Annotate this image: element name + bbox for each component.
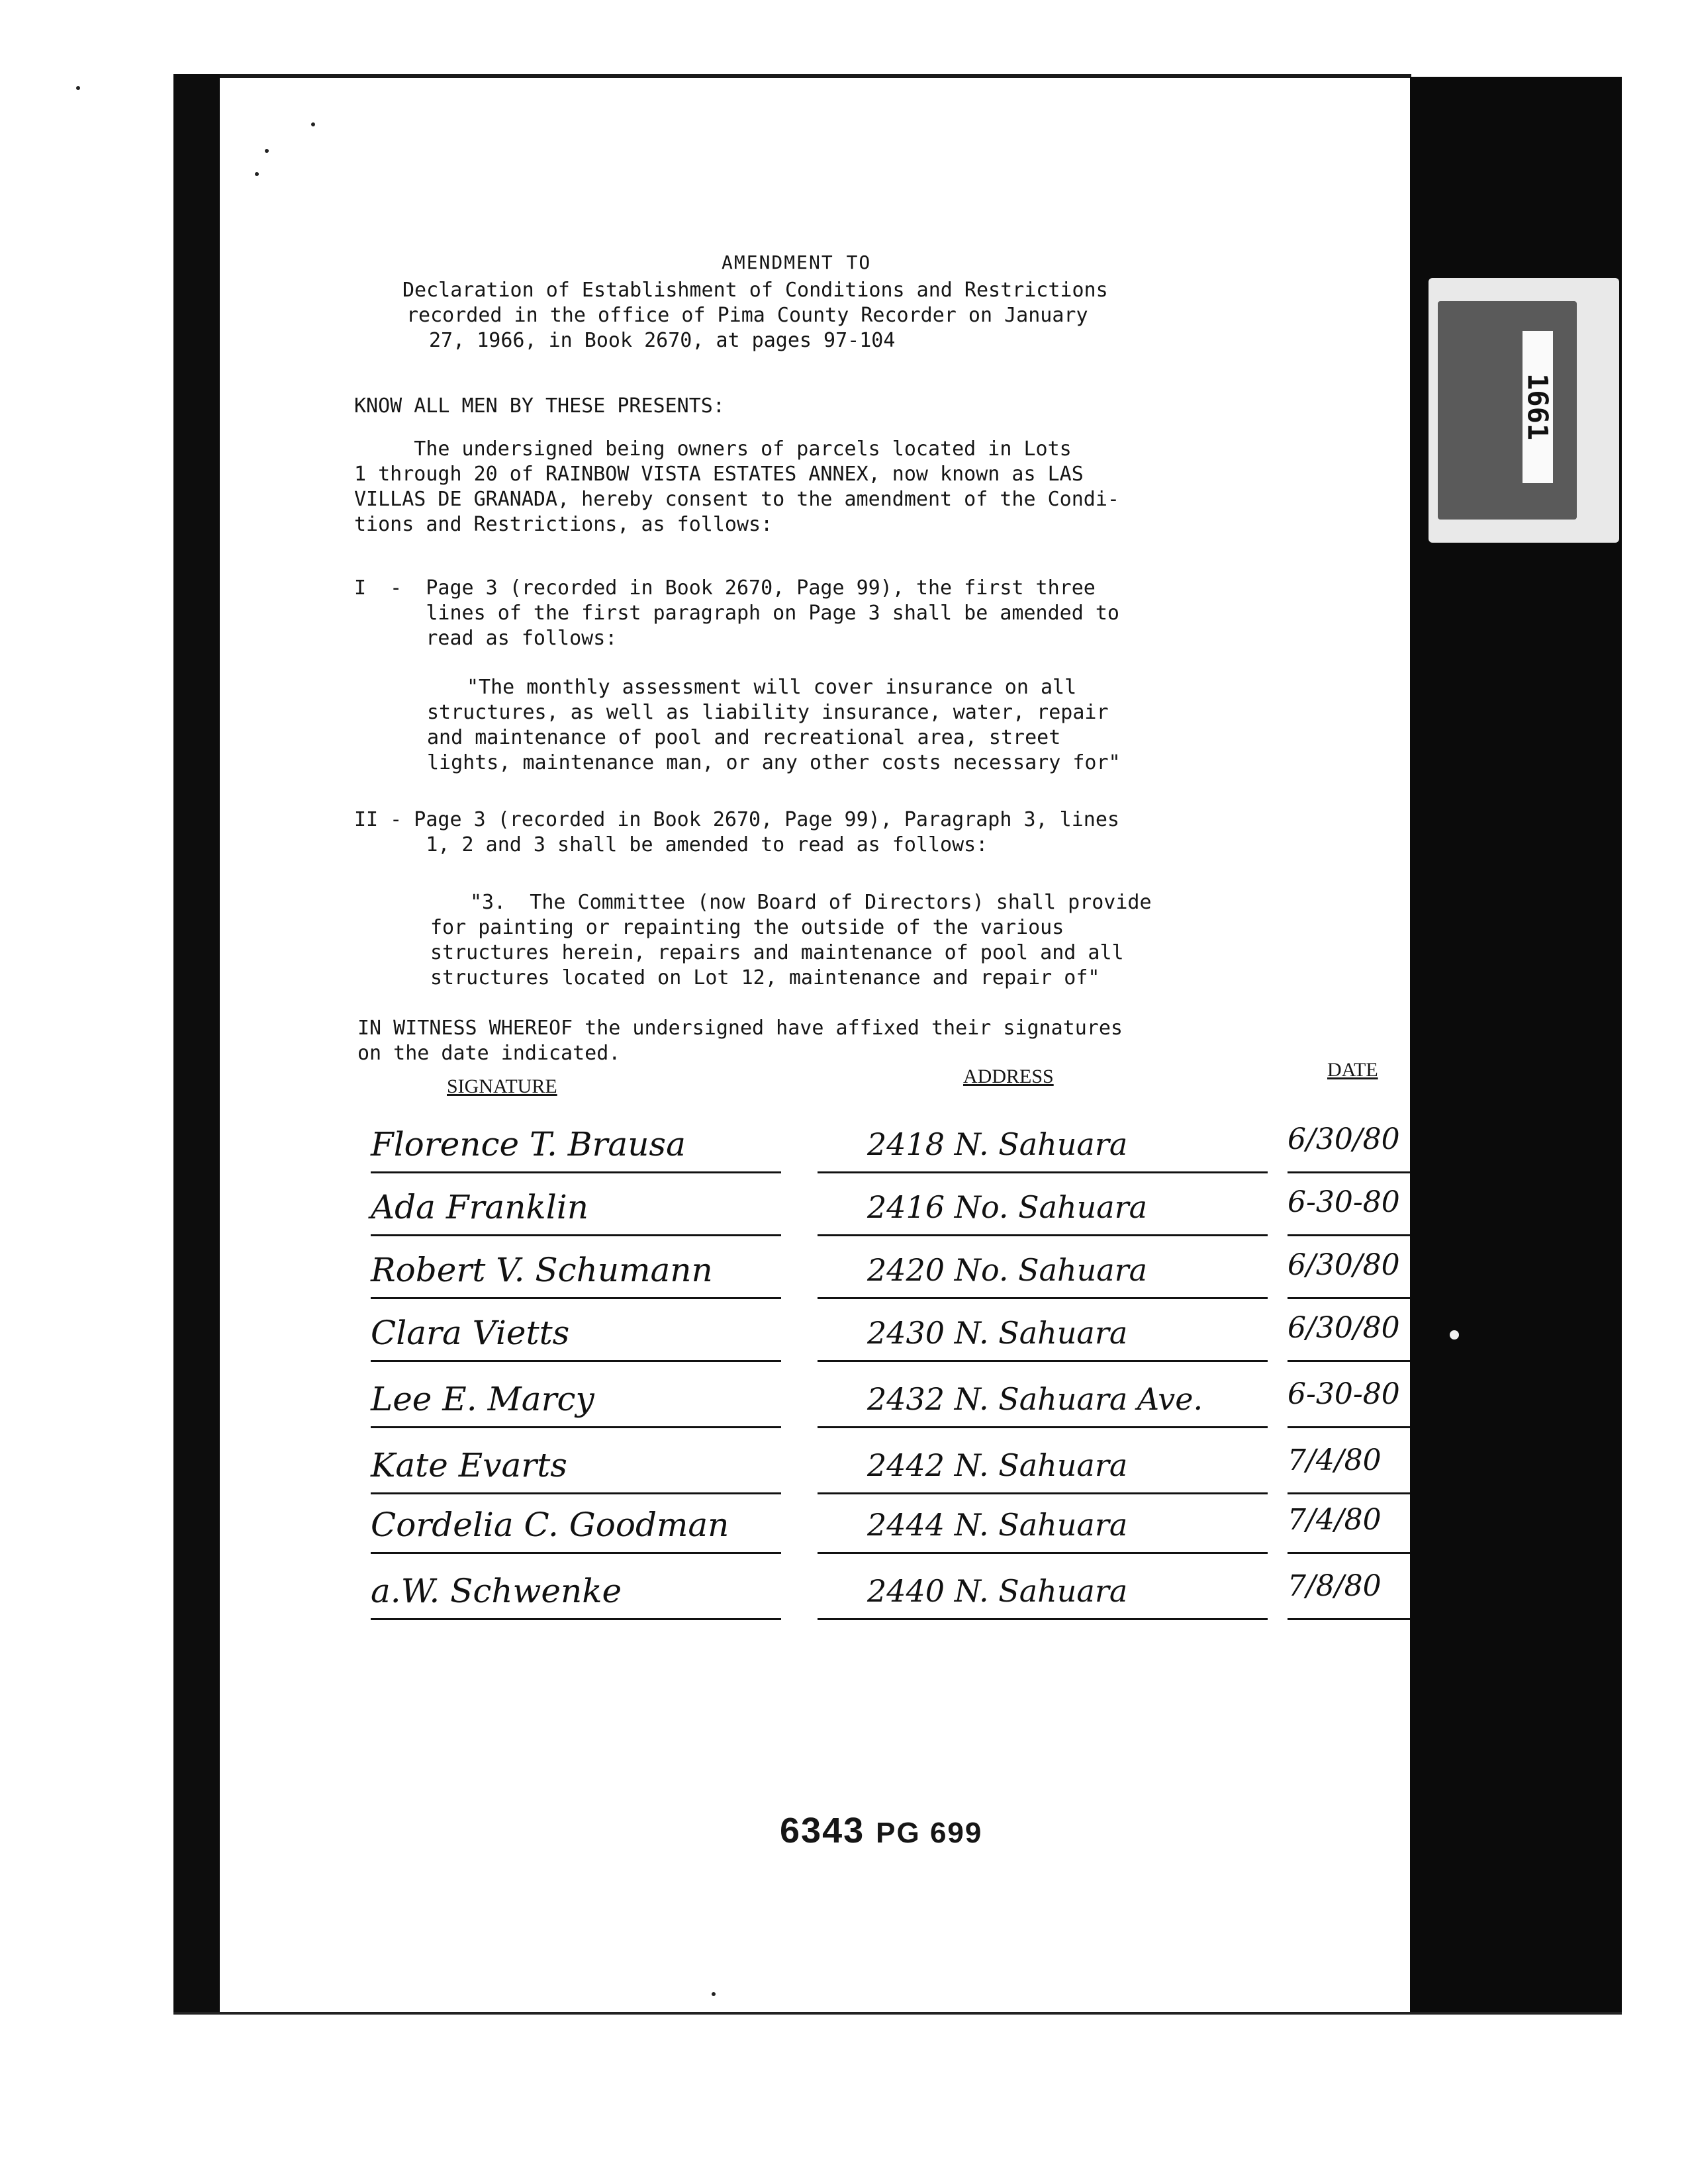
- intro-paragraph: [354, 437, 1119, 537]
- item-two-line: II - Page 3 (recorded in Book 2670, Page 99), Paragraph 3, lines: [354, 808, 1119, 831]
- address-line: [818, 1234, 1268, 1236]
- date-line: [1288, 1426, 1410, 1428]
- signature-line: [371, 1426, 781, 1428]
- address-column-header: ADDRESS: [963, 1066, 1054, 1087]
- handwritten-signature: Florence T. Brausa: [371, 1125, 686, 1163]
- subtitle-line: 27, 1966, in Book 2670, at pages 97-104: [429, 329, 896, 352]
- record-sticker-shadow: [1438, 301, 1577, 520]
- address-line: [818, 1426, 1268, 1428]
- witness-paragraph: [357, 1016, 1123, 1066]
- date-line: [1288, 1297, 1410, 1299]
- intro-line: VILLAS DE GRANADA, hereby consent to the amendment of the Condi-: [354, 488, 1119, 511]
- handwritten-address: 2430 N. Sahuara: [867, 1315, 1128, 1351]
- handwritten-address: 2418 N. Sahuara: [867, 1126, 1128, 1162]
- document-subtitle: [402, 278, 1108, 353]
- quote-one: [427, 675, 1121, 776]
- quote-one-line: and maintenance of pool and recreational area, street: [427, 726, 1061, 749]
- intro-line: The undersigned being owners of parcels located in Lots: [354, 437, 1072, 461]
- scan-speck: [255, 172, 259, 176]
- date-line: [1288, 1552, 1410, 1554]
- handwritten-signature: Clara Vietts: [371, 1314, 570, 1352]
- address-line: [818, 1552, 1268, 1554]
- item-two: [354, 807, 1119, 858]
- item-one: [354, 576, 1119, 651]
- date-line: [1288, 1492, 1410, 1494]
- scan-speck: [1450, 1330, 1459, 1340]
- scan-speck: [76, 86, 80, 90]
- item-two-line: 1, 2 and 3 shall be amended to read as follows:: [354, 833, 988, 856]
- signature-line: [371, 1492, 781, 1494]
- scan-speck: [311, 122, 315, 126]
- know-all-line: KNOW ALL MEN BY THESE PRESENTS:: [354, 394, 725, 418]
- date-column-header: DATE: [1327, 1059, 1378, 1081]
- handwritten-date: 7/4/80: [1288, 1503, 1382, 1537]
- address-line: [818, 1618, 1268, 1620]
- handwritten-signature: Lee E. Marcy: [371, 1380, 594, 1418]
- handwritten-date: 6/30/80: [1288, 1248, 1400, 1282]
- item-one-line: read as follows:: [354, 627, 618, 650]
- quote-two: [430, 890, 1152, 991]
- handwritten-signature: Robert V. Schumann: [371, 1251, 713, 1289]
- scan-speck: [712, 1992, 716, 1996]
- recording-book-number: 6343: [780, 1811, 865, 1850]
- subtitle-line: Declaration of Establishment of Conditions and Restrictions: [402, 279, 1108, 302]
- signature-column-header: SIGNATURE: [447, 1075, 557, 1097]
- signature-line: [371, 1297, 781, 1299]
- handwritten-address: 2416 No. Sahuara: [867, 1189, 1148, 1225]
- date-line: [1288, 1234, 1410, 1236]
- recording-page-number: PG 699: [876, 1817, 983, 1849]
- intro-line: tions and Restrictions, as follows:: [354, 513, 773, 536]
- scan-border-left: [173, 74, 220, 2013]
- scan-border-top: [173, 74, 1411, 78]
- quote-two-line: "3. The Committee (now Board of Directors) shall provide: [470, 891, 1152, 914]
- address-line: [818, 1492, 1268, 1494]
- handwritten-address: 2444 N. Sahuara: [867, 1507, 1128, 1543]
- record-sticker-number: 1661: [1523, 331, 1553, 483]
- signature-line: [371, 1360, 781, 1362]
- date-line: [1288, 1360, 1410, 1362]
- scan-border-bottom: [173, 2012, 1622, 2015]
- handwritten-address: 2420 No. Sahuara: [867, 1252, 1148, 1288]
- address-line: [818, 1171, 1268, 1173]
- handwritten-address: 2440 N. Sahuara: [867, 1573, 1128, 1609]
- date-line: [1288, 1618, 1410, 1620]
- witness-line: on the date indicated.: [357, 1042, 621, 1065]
- address-line: [818, 1360, 1268, 1362]
- handwritten-address: 2442 N. Sahuara: [867, 1447, 1128, 1483]
- handwritten-signature: a.W. Schwenke: [371, 1572, 622, 1610]
- handwritten-date: 6-30-80: [1288, 1185, 1400, 1219]
- handwritten-date: 7/4/80: [1288, 1443, 1382, 1477]
- recording-stamp: [780, 1810, 982, 1851]
- item-one-line: lines of the first paragraph on Page 3 shall be amended to: [354, 602, 1119, 625]
- signature-line: [371, 1234, 781, 1236]
- document-title: AMENDMENT TO: [722, 251, 872, 273]
- handwritten-signature: Ada Franklin: [371, 1188, 588, 1226]
- quote-two-line: for painting or repainting the outside of the various: [430, 916, 1064, 939]
- quote-two-line: structures herein, repairs and maintenance of pool and all: [430, 941, 1124, 964]
- item-one-line: I - Page 3 (recorded in Book 2670, Page 99), the first three: [354, 576, 1096, 600]
- address-line: [818, 1297, 1268, 1299]
- signature-line: [371, 1171, 781, 1173]
- quote-one-line: lights, maintenance man, or any other costs necessary for": [427, 751, 1121, 774]
- witness-line: IN WITNESS WHEREOF the undersigned have affixed their signatures: [357, 1017, 1123, 1040]
- handwritten-date: 6/30/80: [1288, 1122, 1400, 1156]
- handwritten-date: 6/30/80: [1288, 1311, 1400, 1345]
- handwritten-signature: Cordelia C. Goodman: [371, 1506, 729, 1544]
- quote-two-line: structures located on Lot 12, maintenance and repair of": [430, 966, 1100, 989]
- handwritten-date: 6-30-80: [1288, 1377, 1400, 1411]
- scan-speck: [265, 149, 269, 153]
- intro-line: 1 through 20 of RAINBOW VISTA ESTATES ANNEX, now known as LAS: [354, 463, 1084, 486]
- handwritten-date: 7/8/80: [1288, 1569, 1382, 1603]
- signature-line: [371, 1618, 781, 1620]
- date-line: [1288, 1171, 1410, 1173]
- handwritten-address: 2432 N. Sahuara Ave.: [867, 1381, 1203, 1417]
- handwritten-signature: Kate Evarts: [371, 1446, 567, 1484]
- signature-line: [371, 1552, 781, 1554]
- quote-one-line: "The monthly assessment will cover insurance on all: [467, 676, 1077, 699]
- subtitle-line: recorded in the office of Pima County Recorder on January: [406, 304, 1088, 327]
- quote-one-line: structures, as well as liability insurance, water, repair: [427, 701, 1109, 724]
